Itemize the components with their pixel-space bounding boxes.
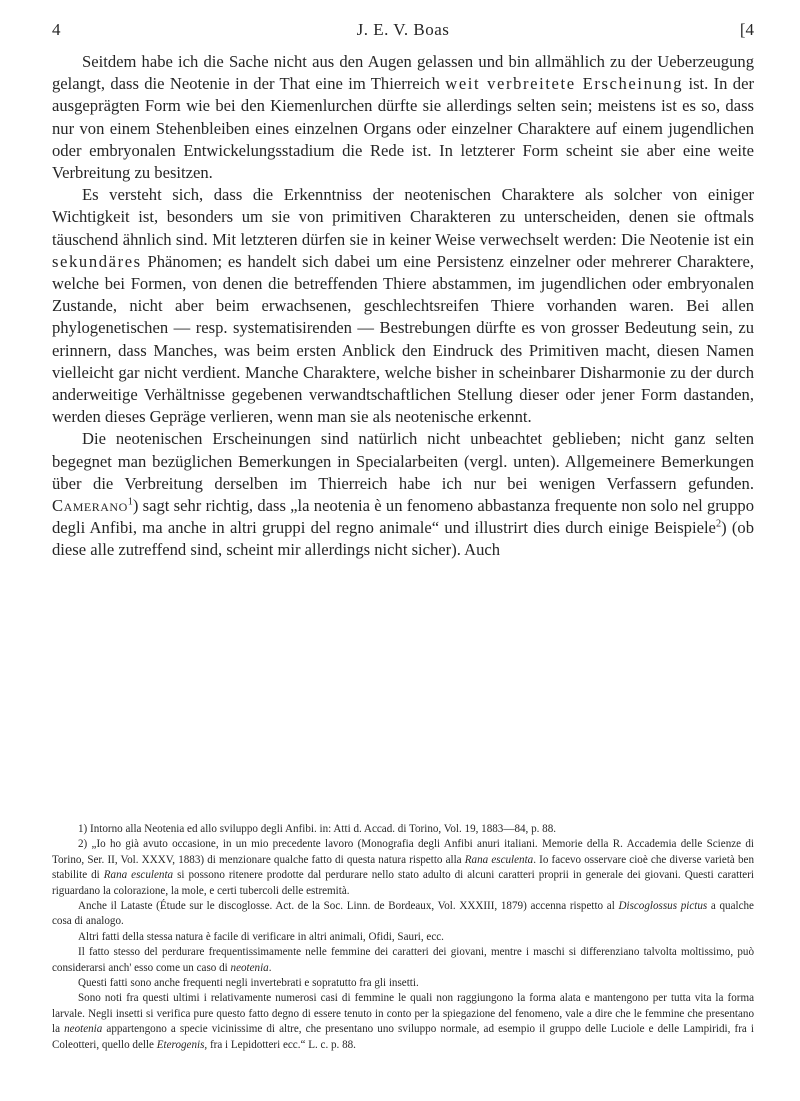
term-eterogenis: Eterogenis bbox=[156, 1038, 205, 1051]
footnote-2-text-c: si possono ritenere prodotte dal perdurare nello stato adulto di alcuni caratteri proprii in generale dei giovani. Questi caratteri riguardano la colorazione, la mole, e certi tubercoli delle estremità. bbox=[52, 869, 754, 897]
footnote-3-text-a: Anche il Lataste (Étude sur le discoglosse. Act. de la Soc. Linn. de Bordeaux, Vol. XXXIII, 1879) accenna rispetto al bbox=[78, 900, 619, 913]
footnote-7-text-c: , fra i Lepidotteri ecc.“ L. c. p. 88. bbox=[204, 1038, 356, 1051]
footnote-2-para-sono bbox=[52, 991, 754, 1053]
emphasis-weit-verbreitete: weit verbreitete Erscheinung bbox=[445, 74, 684, 94]
footnote-2-para-lataste bbox=[52, 899, 754, 930]
running-title: J. E. V. Boas bbox=[356, 20, 450, 39]
species-discoglossus: Discoglossus pictus bbox=[618, 900, 708, 913]
paragraph-1-text-c: ist. In der ausgeprägten Form wie bei den Kiemenlurchen dürfte sie allerdings selten sein; meistens ist es so, dass nur von einem Stehenbleiben eines einzelnen Organs oder einzelner Charaktere auf einem jugendlichen oder embryonalen Entwickelungsstadium die Rede ist. In letzterer Form scheint sie aber eine weite Verbreitung zu besitzen. bbox=[52, 74, 754, 183]
footnote-2-text-b: . Io facevo osservare cioè che diverse varietà ben stabilite di bbox=[52, 853, 754, 882]
paragraph-2-text-a: Es versteht sich, dass die Erkenntniss der neotenischen Charaktere als solcher von einiger Wichtigkeit ist, besonders um sie von primitiven Charakteren zu unterscheiden, denen sie oftmals täuschend ähnlich sind. Mit letzteren dürfen sie in keiner Weise verwechselt werden: Die Neotenie ist ein bbox=[52, 185, 754, 249]
footnote-2-para-questi: Questi fatti sono anche frequenti negli invertebrati e sopratutto fra gli insetti. bbox=[78, 977, 419, 990]
footnote-2-para-fatto bbox=[52, 945, 754, 976]
page-header bbox=[52, 14, 754, 44]
footnote-5-text-b: . bbox=[268, 961, 272, 974]
term-neotenia: neotenia bbox=[230, 961, 269, 974]
paragraph-1-text-a: Seitdem habe ich die Sache nicht aus den Augen gelassen und bin allmählich zu der Ueberzeugung gelangt, dass die Neotenie in der That eine im Thierreich bbox=[52, 52, 754, 94]
footnote-2-para-altri: Altri fatti della stessa natura è facile di verificare in altri animali, Ofidi, Sauri, ecc. bbox=[78, 930, 444, 943]
paragraph-3-text-c: ) (ob diese alle zutreffend sind, scheint mir allerdings nicht sicher). Auch bbox=[52, 518, 755, 560]
paragraph-3 bbox=[52, 428, 754, 561]
footnotes bbox=[52, 822, 754, 1053]
main-text bbox=[52, 51, 754, 562]
original-page-number: [4 bbox=[739, 20, 754, 39]
footnote-1: 1) Intorno alla Neotenia ed allo sviluppo degli Anfibi. in: Atti d. Accad. di Torino, Vol. 19, 1883—84, p. 88. bbox=[78, 823, 557, 835]
author-camerano: Camerano bbox=[52, 496, 128, 516]
paragraph-3-text-a: Die neotenischen Erscheinungen sind natürlich nicht unbeachtet geblieben; nicht ganz selten begegnet man bezüglichen Bemerkungen in Specialarbeiten (vergl. unten). Allgemeinere Bemerkungen über die Verbreitung derselben im Thierreich habe ich nur bei wenigen Verfassern gefunden. bbox=[52, 429, 754, 493]
species-rana-esculenta-2: Rana esculenta bbox=[103, 869, 174, 882]
paragraph-2-text-c: Phänomen; es handelt sich dabei um eine Persistenz einzelner oder mehrerer Charaktere, welche bei Formen, von denen die betreffenden Thiere abstammen, im jugendlichen oder embryonalen Zustande, nicht aber beim erwachsenen, geschlechtsreifen Thiere vorhanden waren. Bei allen phylogenetischen — resp. systematisirenden — Bestrebungen dürfte es von grosser Bedeutung sein, zu erinnern, dass Manches, was beim ersten Anblick den Eindruck des Primitiven macht, diesen Namen vielleicht gar nicht verdient. Manche Charaktere, welche bisher in scheinbarer Disharmonie zu der durch anderweitige Verhältnisse gegebenen verwandtschaftlichen Stellung dieser oder jener Form dastanden, werden dieses Gepräge verlieren, wenn man sie als neotenische erkennt. bbox=[52, 251, 754, 427]
footnote-7-text-b: appartengono a specie vicinissime di altre, che presentano uno sviluppo normale, ad esempio il gruppo delle Luciole e delle Lampiridi, fra i Coleotteri, quello delle bbox=[52, 1023, 755, 1051]
page-number: 4 bbox=[52, 20, 61, 39]
paragraph-3-text-b: ) sagt sehr richtig, dass „la neotenia è un fenomeno abbastanza frequente non solo nel gruppo degli Anfibi, ma anche in altri gruppi del regno animale“ und illustrirt dies durch einige Beispiele bbox=[52, 496, 754, 538]
paragraph-2 bbox=[52, 184, 754, 428]
footnote-ref-2: 2 bbox=[715, 518, 722, 530]
species-rana-esculenta: Rana esculenta bbox=[464, 853, 534, 866]
footnote-ref-1: 1 bbox=[127, 496, 133, 508]
footnote-2-text-a: 2) „Io ho già avuto occasione, in un mio precedente lavoro (Monografia degli Anfibi anuri italiani. Memorie della R. Accademia delle Scienze di Torino, Ser. II, Vol. XXXV, 1883) di menzionare qualche fatto di questa natura rispetto alla bbox=[52, 838, 754, 866]
term-neotenia-2: neotenia bbox=[64, 1023, 103, 1036]
paragraph-1 bbox=[52, 51, 754, 184]
emphasis-sekundaeres: sekundäres bbox=[52, 251, 142, 271]
footnote-2 bbox=[52, 837, 754, 899]
footnote-7-text-a: Sono noti fra questi ultimi i relativamente numerosi casi di femmine le quali non raggiungono la forma alata e mantengono per tutta vita la forma larvale. Negli insetti si verifica pure questo fatto degno di essere tenuto in conto per la spiegazione del fenomeno, vale a dire che le femmine che presentano la bbox=[52, 992, 754, 1036]
footnote-5-text-a: Il fatto stesso del perdurare frequentissimamente nelle femmine dei caratteri dei giovani, mentre i maschi si differenziano talvolta moltissimo, può considerarsi anch' esso come un caso di bbox=[52, 946, 754, 974]
footnote-3-text-b: a qualche cosa di analogo. bbox=[52, 900, 754, 928]
